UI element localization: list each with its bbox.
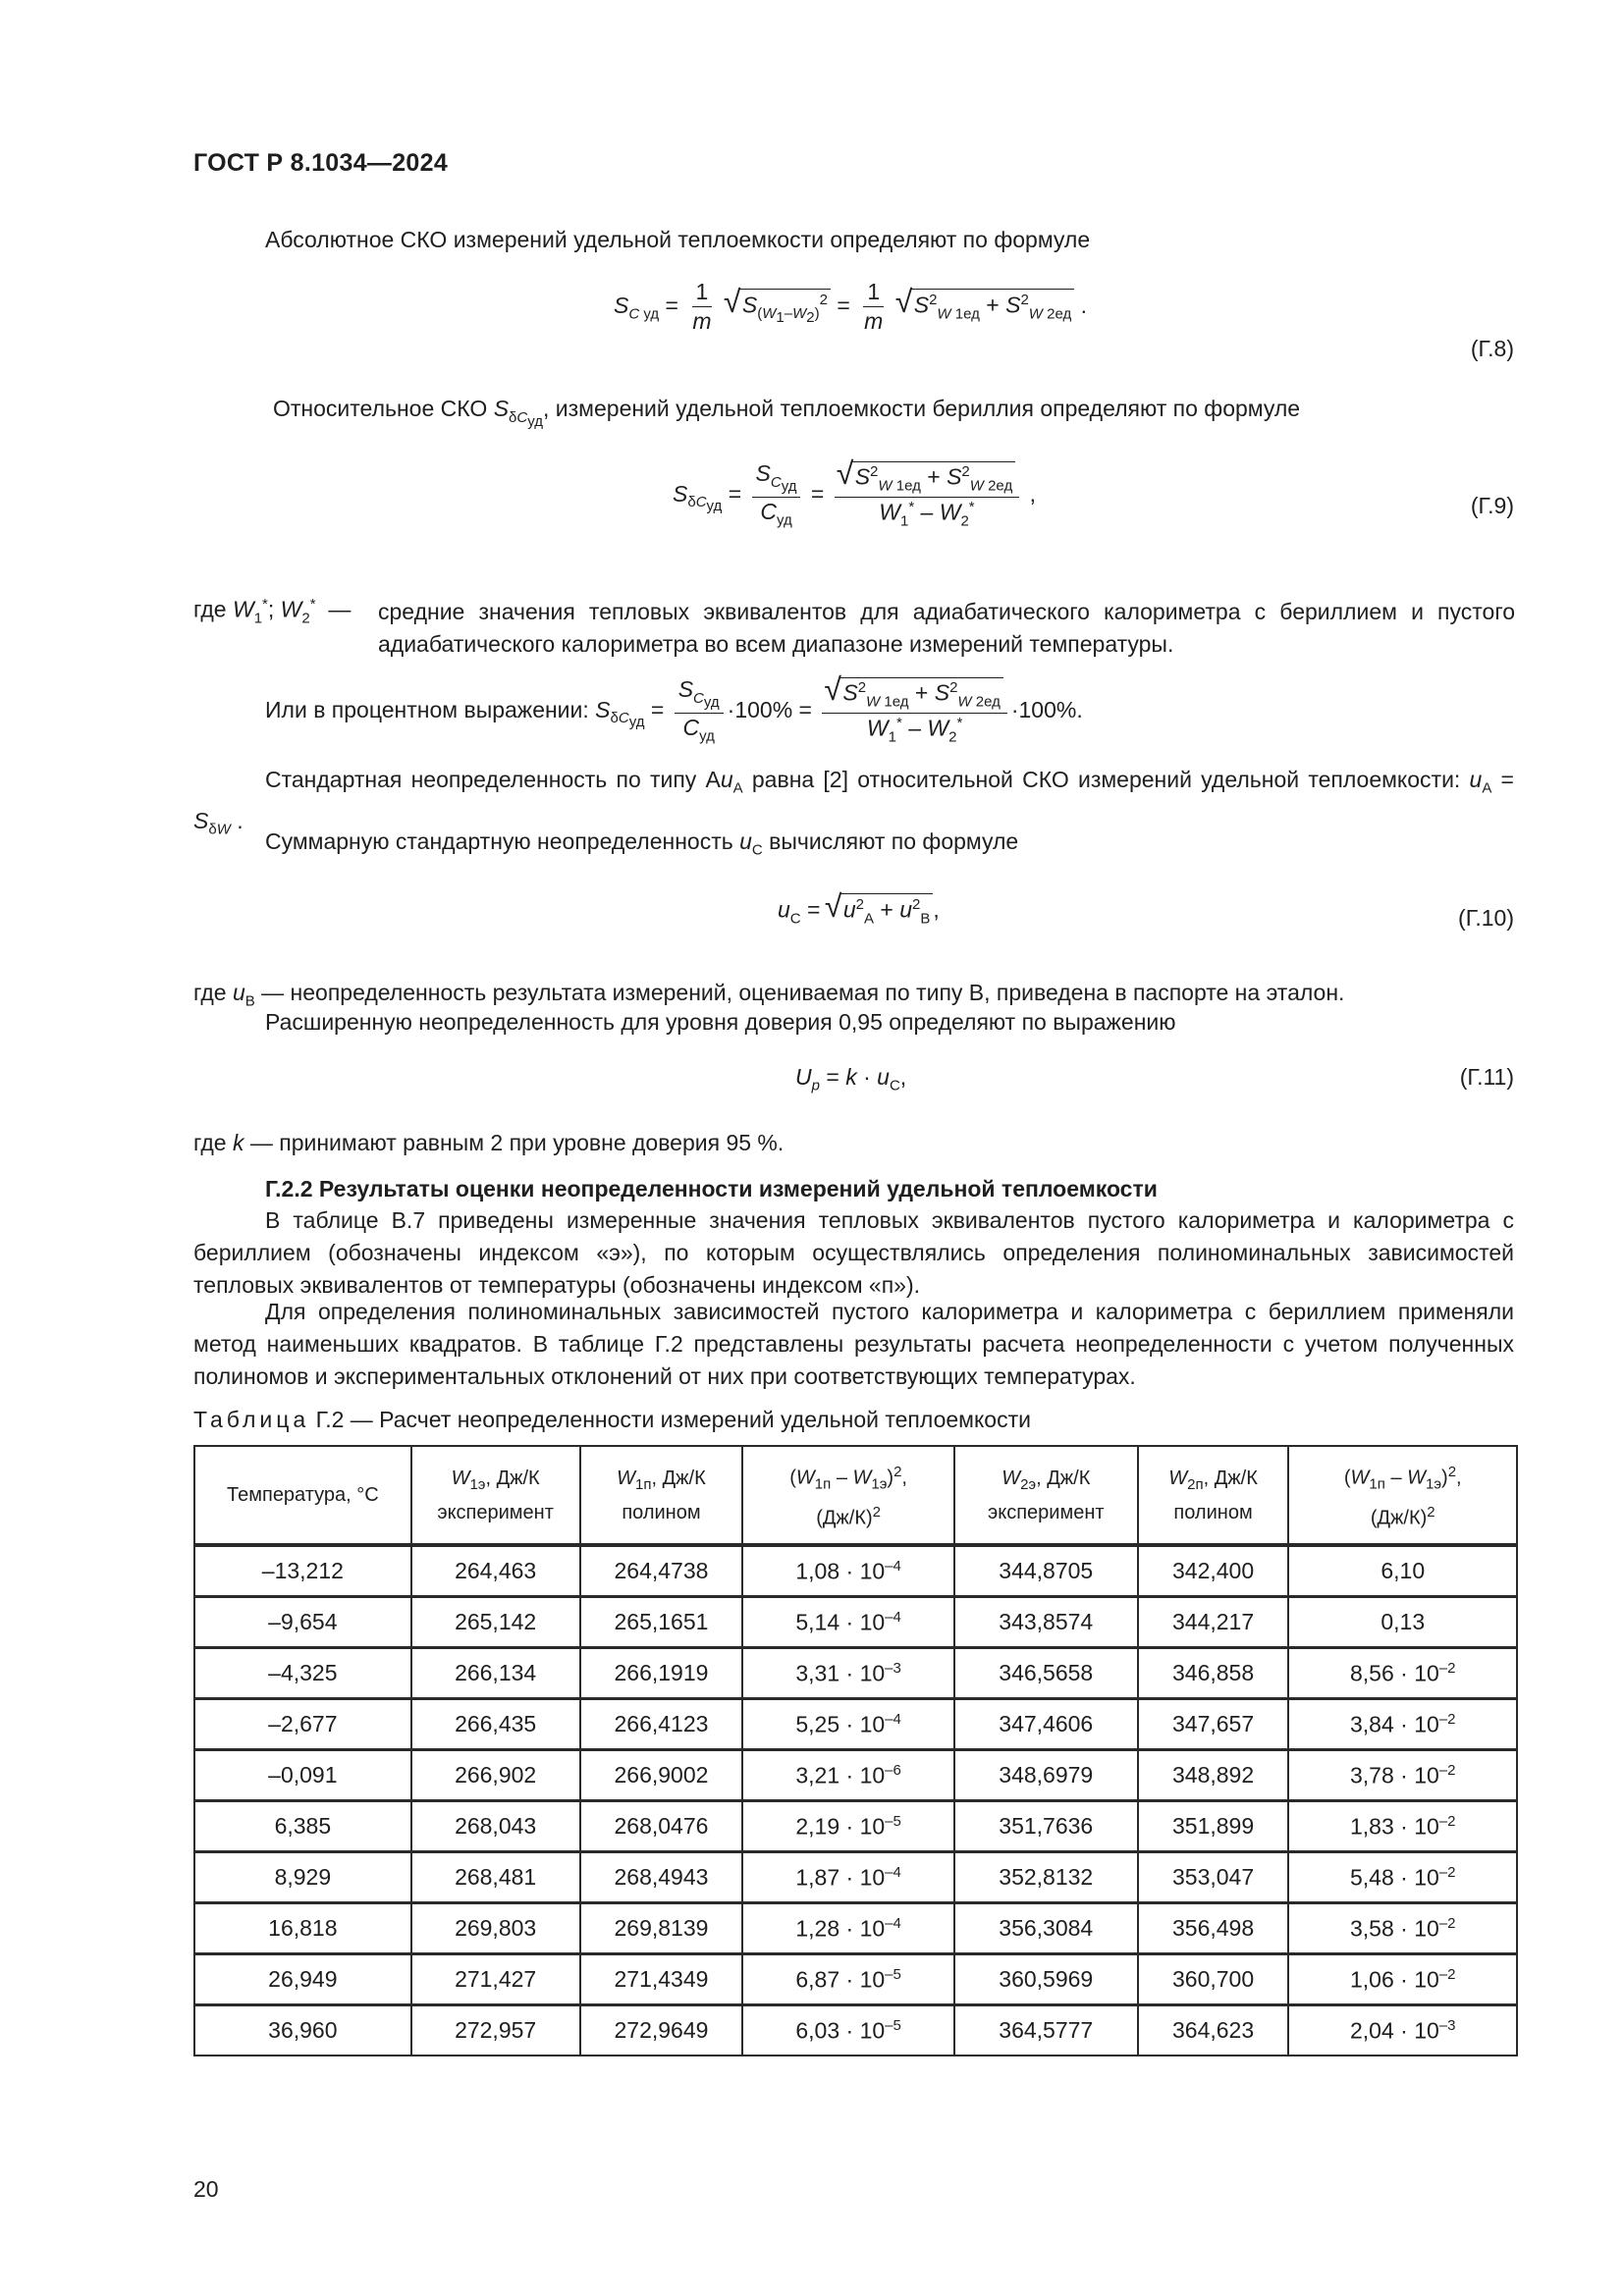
cell-w1p: 266,4123 (580, 1699, 743, 1750)
cell-w1p: 268,4943 (580, 1852, 743, 1903)
cell-w1e: 264,463 (411, 1545, 580, 1597)
equation-number-g8: (Г.8) (1470, 336, 1514, 361)
table-row (194, 1545, 1517, 1597)
document-header: ГОСТ Р 8.1034—2024 (193, 149, 449, 177)
cell-w1e: 265,142 (411, 1597, 580, 1648)
header-w2p: $W_{2п}$, Дж/К полином (1138, 1446, 1289, 1545)
uncertainty-table (193, 1445, 1518, 2056)
header-diff2: $(W_{1п} - W_{1э})^2$, $(Дж/К)^2$ (1288, 1446, 1517, 1545)
cell-w1p: 268,0476 (580, 1801, 743, 1852)
cell-w2p: 356,498 (1138, 1903, 1289, 1954)
table-caption: Таблица Г.2 — Расчет неопределенности измерений удельной теплоемкости (193, 1407, 1031, 1432)
cell-diff1: $1,87 \cdot 10^{-4}$ (742, 1852, 954, 1903)
cell-w1p: 266,9002 (580, 1750, 743, 1801)
table-row (194, 1801, 1517, 1852)
cell-w2e: 364,5777 (954, 2005, 1138, 2056)
cell-w1e: 266,902 (411, 1750, 580, 1801)
cell-w2p: 360,700 (1138, 1954, 1289, 2005)
table-row (194, 1750, 1517, 1801)
header-w1p: $W_{1п}$, Дж/К полином (580, 1446, 743, 1545)
cell-temperature: 26,949 (194, 1954, 411, 2005)
cell-diff2: 0,13 (1288, 1597, 1517, 1648)
formula-percent: Или в процентном выражении: $S_{\delta C_{уд}}$ = $\frac{S_{C_{уд}}}{C_{уд}}$ ·100% = √ $\frac{S^2_{W 1ед} + S^2_{W 2ед}}{W_1^* - W_2^*}$ ·100%. (265, 677, 1083, 746)
cell-w2e: 344,8705 (954, 1545, 1138, 1597)
cell-temperature: 16,818 (194, 1903, 411, 1954)
cell-w1p: 265,1651 (580, 1597, 743, 1648)
equation-number-g10: (Г.10) (1458, 905, 1514, 931)
cell-temperature: –4,325 (194, 1648, 411, 1699)
table-header-row (194, 1446, 1517, 1545)
cell-w1p: 269,8139 (580, 1903, 743, 1954)
cell-w2e: 343,8574 (954, 1597, 1138, 1648)
paragraph-method: Для определения полиноминальных зависимостей пустого калориметра и калориметра с бериллием применяли метод наименьших квадратов. В таблице Г.2 представлены результаты расчета неопределенности с учетом полученных полиномов и экспериментальных отклонений от них при соответствующих температурах. (193, 1299, 1514, 1389)
cell-w1e: 271,427 (411, 1954, 580, 2005)
cell-w1e: 268,043 (411, 1801, 580, 1852)
page-number: 20 (193, 2176, 219, 2202)
where-w-text: средние значения тепловых эквивалентов для адиабатического калориметра с бериллием и пустого адиабатического калориметра во всем диапазоне измерений температуры. (378, 599, 1515, 657)
cell-w2p: 351,899 (1138, 1801, 1289, 1852)
cell-diff1: $6,03 \cdot 10^{-5}$ (742, 2005, 954, 2056)
cell-diff1: $5,25 \cdot 10^{-4}$ (742, 1699, 954, 1750)
formula-g8: $S_{C уд}$ = $\frac{1}{m}$ √ $S_{(W_1-W_2)}^2$ = $\frac{1}{m}$ √ $S^2_{W 1ед} + S^2_{W 2ед}$ . (614, 280, 1087, 335)
cell-w2e: 351,7636 (954, 1801, 1138, 1852)
header-w2e: $W_{2э}$, Дж/К эксперимент (954, 1446, 1138, 1545)
header-temperature: Температура, °С (194, 1446, 411, 1545)
cell-w2e: 352,8132 (954, 1852, 1138, 1903)
table-row (194, 1852, 1517, 1903)
cell-w2e: 348,6979 (954, 1750, 1138, 1801)
section-title: Г.2.2 Результаты оценки неопределенности измерений удельной теплоемкости (265, 1176, 1158, 1201)
header-diff1: $(W_{1п} - W_{1э})^2$, $(Дж/К)^2$ (742, 1446, 954, 1545)
cell-w2e: 346,5658 (954, 1648, 1138, 1699)
cell-temperature: –9,654 (194, 1597, 411, 1648)
cell-diff2: $3,78 \cdot 10^{-2}$ (1288, 1750, 1517, 1801)
cell-diff2: $2,04 \cdot 10^{-3}$ (1288, 2005, 1517, 2056)
table-row (194, 1954, 1517, 2005)
cell-w1p: 271,4349 (580, 1954, 743, 2005)
cell-w2p: 347,657 (1138, 1699, 1289, 1750)
cell-diff2: $3,58 \cdot 10^{-2}$ (1288, 1903, 1517, 1954)
cell-w1e: 269,803 (411, 1903, 580, 1954)
cell-diff1: $3,21 \cdot 10^{-6}$ (742, 1750, 954, 1801)
table-row (194, 1699, 1517, 1750)
cell-w2p: 348,892 (1138, 1750, 1289, 1801)
cell-diff2: $5,48 \cdot 10^{-2}$ (1288, 1852, 1517, 1903)
cell-w2p: 346,858 (1138, 1648, 1289, 1699)
paragraph-where-k: где k — принимают равным 2 при уровне доверия 95 %. (193, 1130, 785, 1155)
table-row (194, 2005, 1517, 2056)
cell-w2e: 356,3084 (954, 1903, 1138, 1954)
table-row (194, 1648, 1517, 1699)
cell-diff1: $1,28 \cdot 10^{-4}$ (742, 1903, 954, 1954)
cell-w1p: 272,9649 (580, 2005, 743, 2056)
table-row (194, 1597, 1517, 1648)
paragraph-table-b7: В таблице В.7 приведены измеренные значения тепловых эквивалентов пустого калориметра и калориметра с бериллием (обозначены индексом «э»), по которым осуществлялись определения полиноминальных зависимостей тепловых эквивалентов от температуры (обозначены индексом «п»). (193, 1207, 1514, 1298)
cell-w1e: 266,134 (411, 1648, 580, 1699)
cell-temperature: –2,677 (194, 1699, 411, 1750)
cell-w2p: 353,047 (1138, 1852, 1289, 1903)
cell-w1e: 266,435 (411, 1699, 580, 1750)
cell-diff2: 6,10 (1288, 1545, 1517, 1597)
where-w-label: где $W_1^*$; $W_2^*$ — (193, 596, 352, 627)
cell-temperature: 6,385 (194, 1801, 411, 1852)
paragraph-absolute-sko: Абсолютное СКО измерений удельной теплоемкости определяют по формуле (265, 227, 1091, 252)
cell-w1e: 272,957 (411, 2005, 580, 2056)
cell-diff1: $3,31 \cdot 10^{-3}$ (742, 1648, 954, 1699)
cell-temperature: –0,091 (194, 1750, 411, 1801)
cell-w2p: 344,217 (1138, 1597, 1289, 1648)
cell-diff2: $1,06 \cdot 10^{-2}$ (1288, 1954, 1517, 2005)
paragraph-std-a: Стандартная неопределенность по типу $Аu_A$ равна [2] относительной СКО измерений удельной теплоемкости: $u_A = S_{\delta W}$ . (193, 767, 1514, 838)
cell-w2e: 360,5969 (954, 1954, 1138, 2005)
cell-diff1: $5,14 \cdot 10^{-4}$ (742, 1597, 954, 1648)
cell-temperature: –13,212 (194, 1545, 411, 1597)
cell-diff2: $8,56 \cdot 10^{-2}$ (1288, 1648, 1517, 1699)
cell-w1p: 266,1919 (580, 1648, 743, 1699)
cell-w1p: 264,4738 (580, 1545, 743, 1597)
paragraph-where-ub: где $u_B$ — неопределенность результата измерений, оцениваемая по типу В, приведена в паспорте на эталон. (193, 980, 1345, 1010)
cell-temperature: 8,929 (194, 1852, 411, 1903)
cell-diff1: $1,08 \cdot 10^{-4}$ (742, 1545, 954, 1597)
cell-diff1: $2,19 \cdot 10^{-5}$ (742, 1801, 954, 1852)
cell-diff2: $1,83 \cdot 10^{-2}$ (1288, 1801, 1517, 1852)
cell-diff2: $3,84 \cdot 10^{-2}$ (1288, 1699, 1517, 1750)
cell-diff1: $6,87 \cdot 10^{-5}$ (742, 1954, 954, 2005)
paragraph-relative-sko: Относительное СКО $S_{\delta C_{уд}}$, измерений удельной теплоемкости бериллия определяют по формуле (273, 396, 1301, 430)
formula-g10: $u_C$ = √ $u^2_A + u^2_B$ , (778, 893, 940, 927)
paragraph-expanded: Расширенную неопределенность для уровня доверия 0,95 определяют по выражению (265, 1009, 1176, 1035)
header-w1e: $W_{1э}$, Дж/К эксперимент (411, 1446, 580, 1545)
paragraph-sum: Суммарную стандартную неопределенность $u_C$ вычисляют по формуле (265, 828, 1019, 859)
cell-temperature: 36,960 (194, 2005, 411, 2056)
formula-g11: $U_p = k \cdot u_C$, (795, 1064, 907, 1095)
formula-g9: $S_{\delta C_{уд}}$ = $\frac{S_{C_{уд}}}{C_{уд}}$ = √ $\frac{S^2_{W 1ед} + S^2_{W 2ед}}{W_1^* - W_2^*}$ , (673, 461, 1036, 530)
equation-number-g9: (Г.9) (1470, 493, 1514, 518)
equation-number-g11: (Г.11) (1459, 1064, 1514, 1090)
cell-w1e: 268,481 (411, 1852, 580, 1903)
cell-w2p: 342,400 (1138, 1545, 1289, 1597)
table-row (194, 1903, 1517, 1954)
cell-w2p: 364,623 (1138, 2005, 1289, 2056)
cell-w2e: 347,4606 (954, 1699, 1138, 1750)
